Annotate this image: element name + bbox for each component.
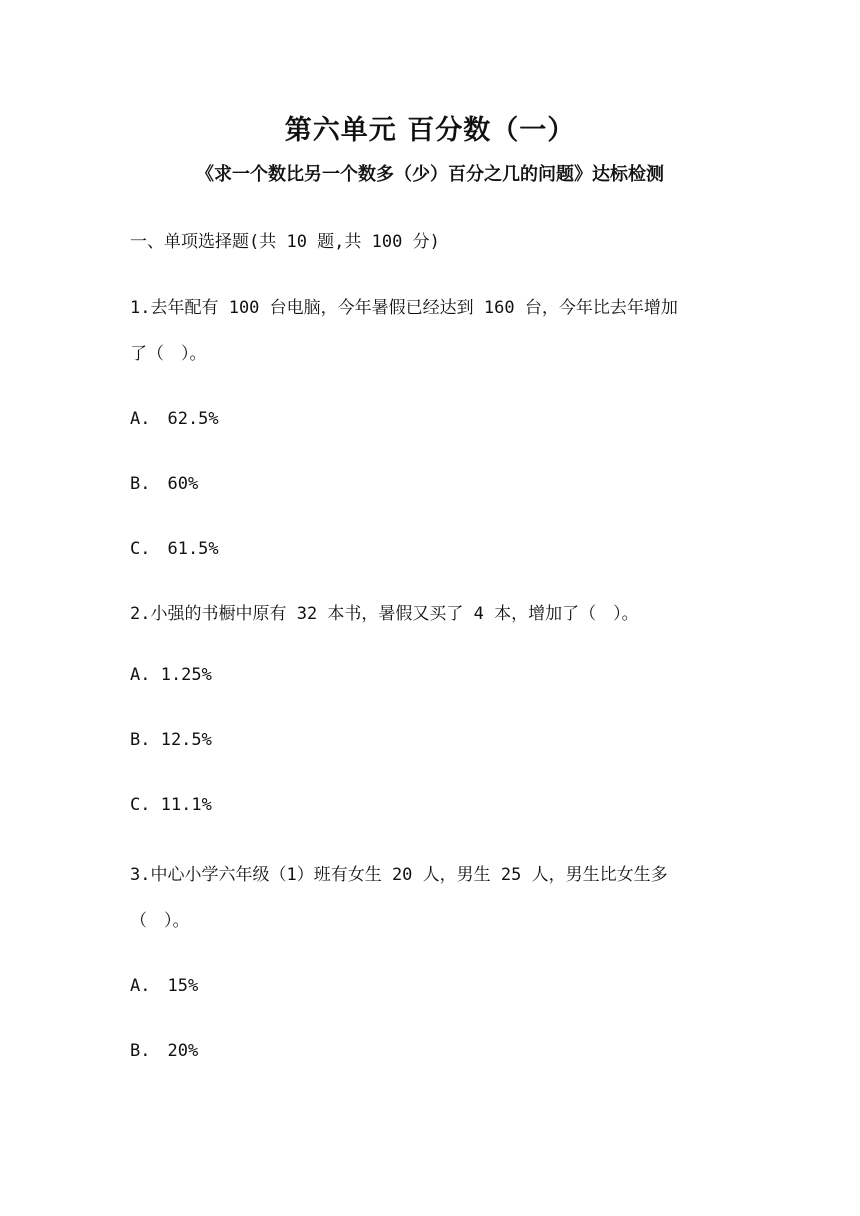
question-3-stem-line-1: 3.中心小学六年级（1）班有女生 20 人，男生 25 人，男生比女生多: [130, 865, 668, 885]
question-3-option-b[interactable]: B. 20%: [130, 1041, 199, 1061]
question-1-stem-line-1: 1.去年配有 100 台电脑，今年暑假已经达到 160 台，今年比去年增加: [130, 298, 678, 318]
question-1-option-a[interactable]: A. 62.5%: [130, 409, 219, 429]
section-heading: 一、单项选择题(共 10 题,共 100 分): [130, 232, 440, 252]
question-3-option-a[interactable]: A. 15%: [130, 976, 199, 996]
question-1-option-c[interactable]: C. 61.5%: [130, 539, 219, 559]
page-subtitle: 《求一个数比另一个数多（少）百分之几的问题》达标检测: [196, 164, 664, 185]
page-title: 第六单元 百分数（一）: [284, 115, 576, 146]
question-3-stem-line-2: （ ）。: [130, 911, 190, 931]
question-2-option-b[interactable]: B. 12.5%: [130, 730, 212, 750]
question-1-stem-line-2: 了（ ）。: [130, 344, 207, 364]
question-1-option-b[interactable]: B. 60%: [130, 474, 199, 494]
question-2-option-a[interactable]: A. 1.25%: [130, 665, 212, 685]
question-2-option-c[interactable]: C. 11.1%: [130, 795, 212, 815]
question-2-stem: 2.小强的书橱中原有 32 本书，暑假又买了 4 本，增加了（ ）。: [130, 604, 639, 624]
